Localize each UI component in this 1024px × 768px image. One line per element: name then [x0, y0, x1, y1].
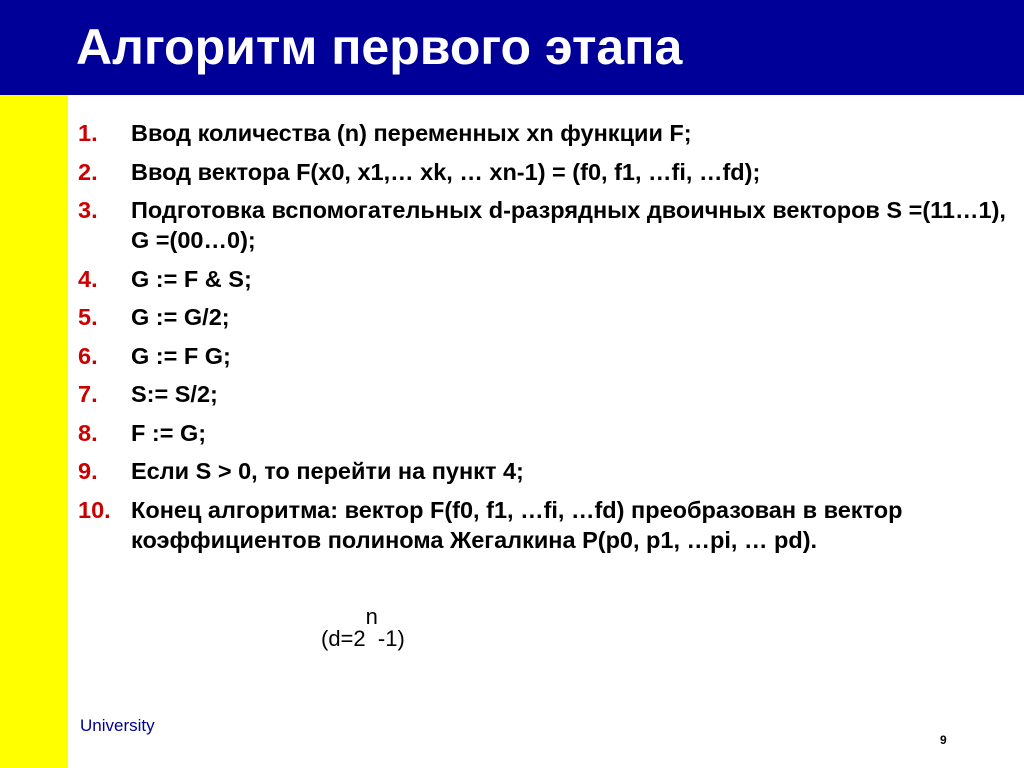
algorithm-step: [78, 302, 1008, 332]
algorithm-step: [78, 418, 1008, 448]
step-text: Конец алгоритма: вектор F(f0, f1, …fi, …fd) преобразован в вектор коэффициентов полинома Жегалкина P(p0, p1, …pi, … pd).: [131, 496, 903, 553]
algorithm-step: [78, 341, 1008, 371]
step-text: Подготовка вспомогательных d-разрядных двоичных векторов S =(11…1), G =(00…0);: [131, 197, 1006, 253]
slide-title: Алгоритм первого этапа: [76, 19, 683, 75]
formula-base: (d=2: [321, 626, 366, 651]
step-number: 8.: [78, 419, 98, 446]
step-number: 9.: [78, 458, 98, 484]
yellow-side-bar: [0, 95, 68, 768]
title-bar: [0, 0, 1024, 95]
d-formula: [321, 604, 405, 651]
step-number: 2.: [78, 158, 98, 185]
step-number: 6.: [78, 342, 98, 369]
step-text: F := G;: [131, 419, 207, 446]
formula-tail: -1): [377, 626, 405, 651]
formula-exponent: n: [365, 604, 378, 629]
step-number: 4.: [78, 265, 98, 292]
algorithm-step: [78, 195, 1008, 255]
step-number: 10.: [78, 496, 111, 523]
step-number: 7.: [78, 381, 98, 407]
step-number: 5.: [78, 304, 98, 330]
step-text: Ввод вектора F(x0, x1,… xk, … xn-1) = (f0, f1, …fi, …fd);: [131, 158, 761, 185]
step-text: Ввод количества (n) переменных xn функции F;: [131, 120, 692, 146]
step-text: S:= S/2;: [131, 381, 218, 407]
page-number: 9: [940, 733, 947, 747]
algorithm-step: [78, 118, 1008, 148]
footer-label: University: [80, 716, 155, 735]
step-number: 1.: [78, 120, 98, 146]
algorithm-step: [78, 495, 1008, 555]
step-text: G := F & S;: [131, 265, 252, 292]
algorithm-step: [78, 264, 1008, 294]
step-text: G := F G;: [131, 342, 231, 369]
algorithm-step: [78, 157, 1008, 187]
step-number: 3.: [78, 197, 98, 223]
step-text: G := G/2;: [131, 304, 230, 330]
algorithm-steps-list: [78, 118, 1008, 563]
algorithm-step: [78, 379, 1008, 409]
algorithm-step: [78, 456, 1008, 486]
step-text: Если S > 0, то перейти на пункт 4;: [131, 458, 524, 484]
